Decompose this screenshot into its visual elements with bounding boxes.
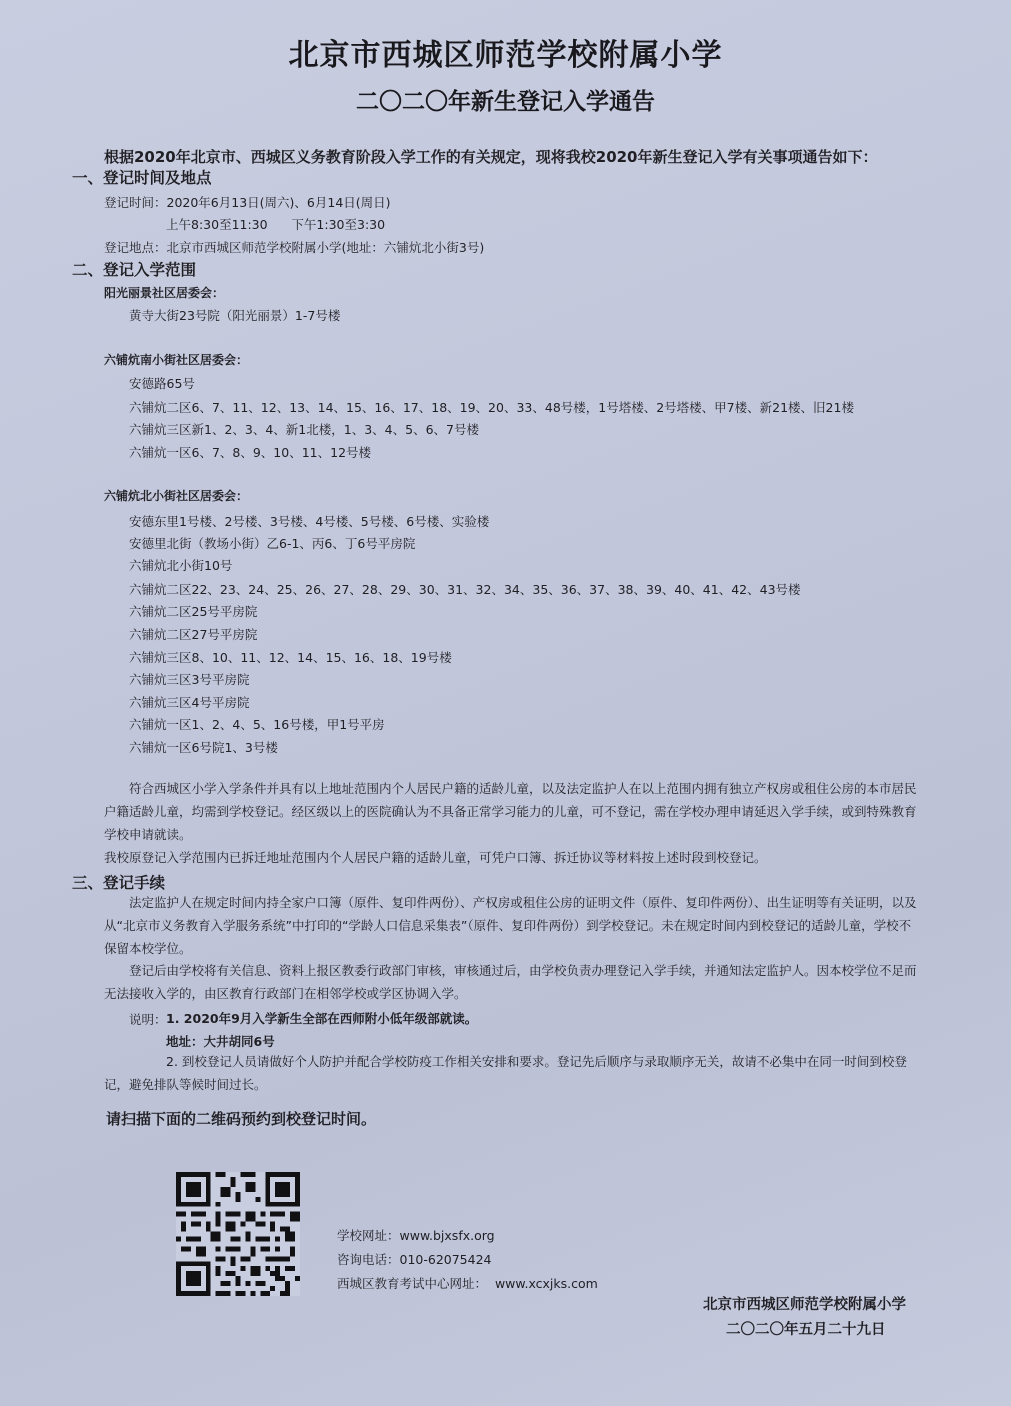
school-website[interactable]: 学校网址：www.bjxsfx.org xyxy=(337,1228,495,1243)
exam-center-website[interactable]: 西城区教育考试中心网址： www.xcxjks.com xyxy=(337,1276,598,1291)
address-item: 六铺炕二区22、23、24、25、26、27、28、29、30、31、32、34、35、36、37、38、39、40、41、42、43号楼 xyxy=(129,582,801,597)
review-paragraph: 登记后由学校将有关信息、资料上报区教委行政部门审核，审核通过后，由学校负责办理登记入学手续，并通知法定监护人。因本校学位不足而无法接收入学的，由区教育行政部门在相邻学校或学区协调入学。 xyxy=(104,963,917,1001)
procedure-paragraph: 法定监护人在规定时间内持全家户口簿（原件、复印件两份）、产权房或租住公房的证明文件（原件、复印件两份）、出生证明等有关证明，以及从“北京市义务教育入学服务系统”中打印的“学龄人口信息采集表”（原件、复印件两份）到学校登记。未在规定时间内到校登记的适龄儿童，学校不保留本校学位。 xyxy=(104,895,917,956)
address-item: 六铺炕一区6、7、8、9、10、11、12号楼 xyxy=(129,445,372,460)
address-item: 安德路65号 xyxy=(129,376,195,391)
consult-phone: 咨询电话：010-62075424 xyxy=(337,1252,492,1267)
note-label: 说明： xyxy=(129,1012,167,1027)
address-item: 六铺炕三区3号平房院 xyxy=(129,672,250,687)
qr-prompt: 请扫描下面的二维码预约到校登记时间。 xyxy=(106,1110,377,1128)
address-item: 六铺炕一区6号院1、3号楼 xyxy=(129,740,278,755)
address-item: 黄寺大街23号院（阳光丽景）1-7号楼 xyxy=(129,308,341,323)
signature-school: 北京市西城区师范学校附属小学 xyxy=(703,1297,906,1313)
registration-time: 登记时间：2020年6月13日(周六)、6月14日(周日) xyxy=(104,195,391,210)
relocation-paragraph: 我校原登记入学范围内已拆迁地址范围内个人居民户籍的适龄儿童，可凭户口簿、拆迁协议等材料按上述时段到校登记。 xyxy=(104,850,767,865)
section3-heading: 三、登记手续 xyxy=(72,874,166,892)
address-item: 六铺炕二区27号平房院 xyxy=(129,627,258,642)
address-item: 六铺炕三区4号平房院 xyxy=(129,695,250,710)
committee-name: 六铺炕南小街社区居委会： xyxy=(104,353,249,367)
registration-hours: 上午8:30至11:30 下午1:30至3:30 xyxy=(166,217,386,232)
section2-heading: 二、登记入学范围 xyxy=(72,261,197,279)
address-item: 六铺炕一区1、2、4、5、16号楼，甲1号平房 xyxy=(129,717,385,732)
signature-date: 二〇二〇年五月二十九日 xyxy=(726,1322,886,1338)
notice-title: 二〇二〇年新生登记入学通告 xyxy=(356,89,655,115)
school-title: 北京市西城区师范学校附属小学 xyxy=(288,38,723,73)
section1-heading: 一、登记时间及地点 xyxy=(72,169,212,187)
address-item: 六铺炕二区25号平房院 xyxy=(129,604,258,619)
committee-name: 六铺炕北小街社区居委会： xyxy=(104,489,249,503)
address-item: 六铺炕北小街10号 xyxy=(129,558,233,573)
committee-name: 阳光丽景社区居委会： xyxy=(104,286,225,300)
eligibility-paragraph: 符合西城区小学入学条件并具有以上地址范围内个人居民户籍的适龄儿童，以及法定监护人在以上范围内拥有独立产权房或租住公房的本市居民户籍适龄儿童，均需到学校登记。经区级以上的医院确认为不具备正常学习能力的儿童，可不登记，需在学校办理申请延迟入学手续，或到特殊教育学校申请就读。 xyxy=(104,781,917,842)
note-2: 2. 到校登记人员请做好个人防护并配合学校防疫工作相关安排和要求。登记先后顺序与录取顺序无关，故请不必集中在同一时间到校登记，避免排队等候时间过长。 xyxy=(104,1054,907,1092)
note-1-address: 地址：大井胡同6号 xyxy=(166,1034,275,1049)
intro-text: 根据2020年北京市、西城区义务教育阶段入学工作的有关规定，现将我校2020年新生登记入学有关事项通告如下： xyxy=(104,148,878,166)
address-item: 六铺炕三区新1、2、3、4、新1北楼，1、3、4、5、6、7号楼 xyxy=(129,422,479,437)
address-item: 六铺炕三区8、10、11、12、14、15、16、18、19号楼 xyxy=(129,650,452,665)
registration-place: 登记地点：北京市西城区师范学校附属小学(地址：六铺炕北小街3号) xyxy=(104,240,485,255)
address-item: 安德里北街（教场小街）乙6-1、丙6、丁6号平房院 xyxy=(129,536,416,551)
note-1: 1. 2020年9月入学新生全部在西师附小低年级部就读。 xyxy=(166,1011,478,1026)
qr-code[interactable] xyxy=(176,1172,300,1296)
address-item: 安德东里1号楼、2号楼、3号楼、4号楼、5号楼、6号楼、实验楼 xyxy=(129,514,490,529)
address-item: 六铺炕二区6、7、11、12、13、14、15、16、17、18、19、20、33、48号楼，1号塔楼、2号塔楼、甲7楼、新21楼、旧21楼 xyxy=(129,400,854,415)
